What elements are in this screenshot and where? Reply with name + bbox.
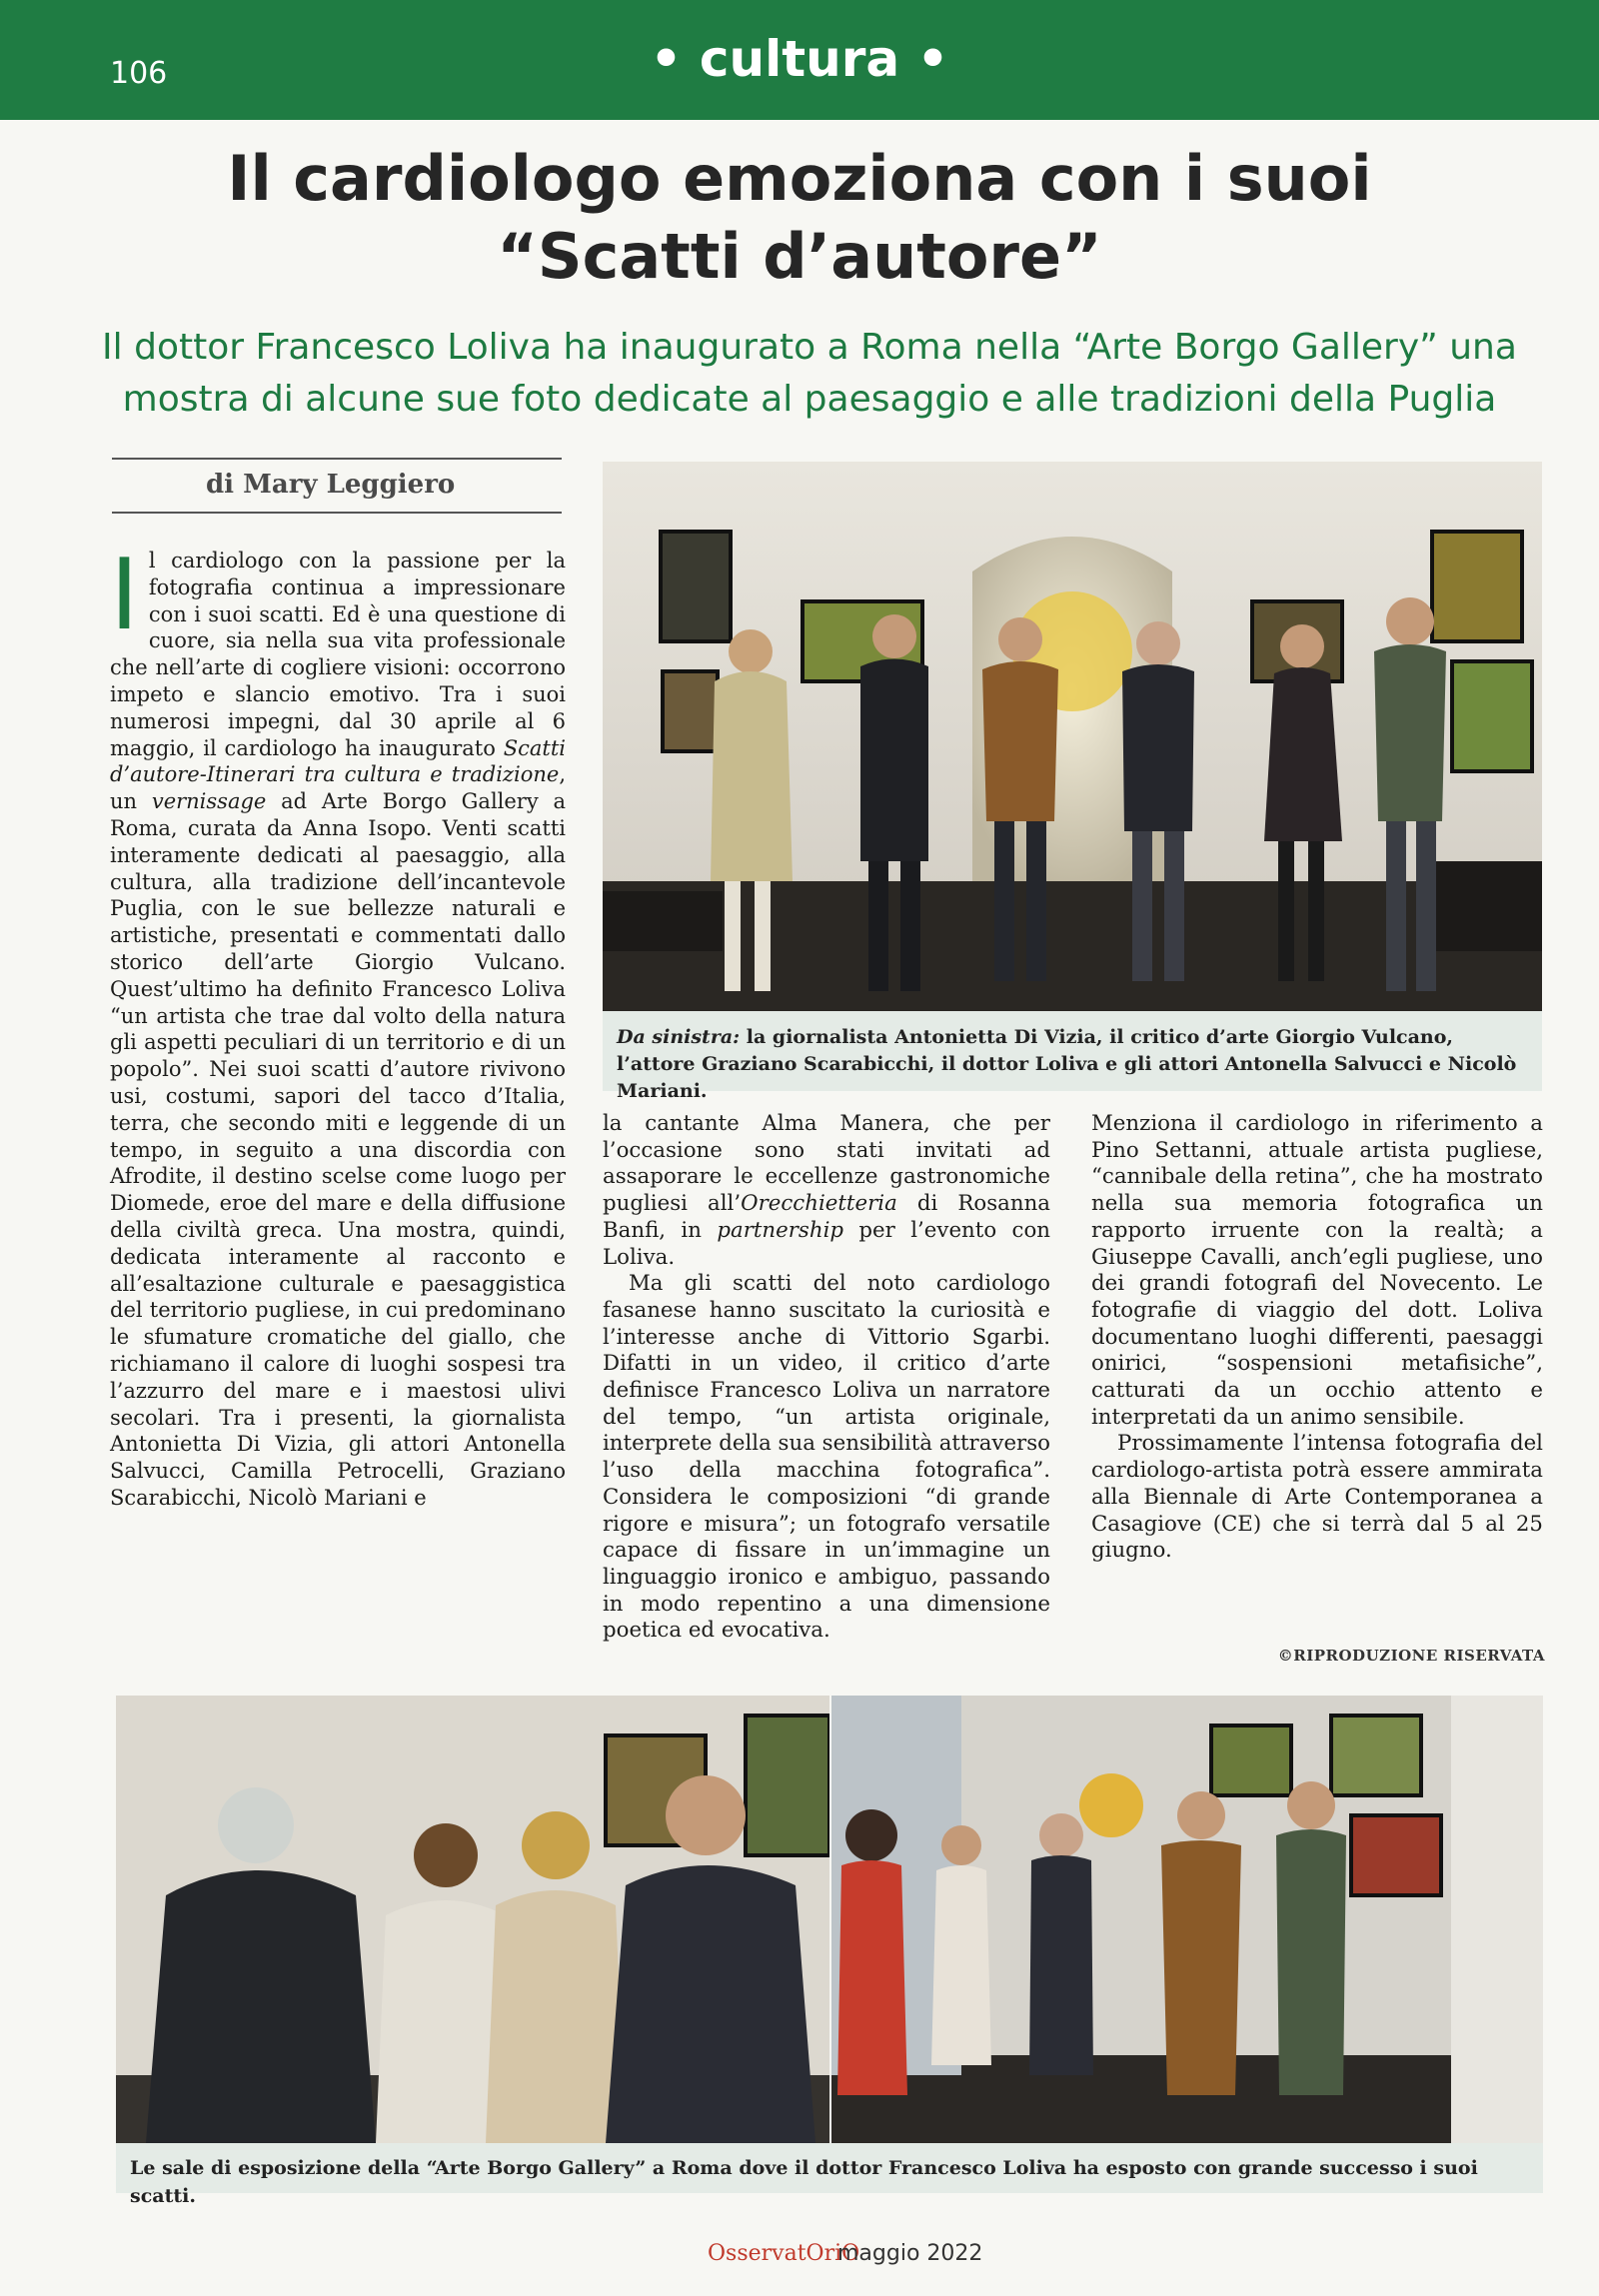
article-column-2: [603, 1111, 1050, 1645]
paragraph-1-end: ad Arte Borgo Gallery a Roma, curata da Anna Isopo. Venti scatti interamente dedicati al paesaggio, alla cultura, alla tradizione dell’incantevole Puglia, con le sue bellezze naturali e artistiche, presentati e commentati dallo storico dell’arte Giorgio Vulcano. Quest’ultimo ha definito Francesco Loliva “un artista che trae dal volto della natura gli aspetti peculiari di un territorio e di un popolo”. Nei suoi scatti d’autore rivivono usi, costumi, sapori del tacco d’Italia, terra, che secondo miti e leggende di un tempo, in seguito a una discordia con Afrodite, il destino scelse come luogo per Diomede, eroe del mare e della diffusione della civiltà greca. Una mostra, quindi, dedicata interamente al racconto e all’esaltazione culturale e paesaggistica del territorio pugliese, in cui predominano le sfumature cromatiche del giallo, che richiamano il calore di luoghi sospesi tra l’azzurro del mare e i maestosi ulivi secolari. Tra i presenti, la giornalista Antonietta Di Vizia, gli attori Antonella Salvucci, Camilla Petrocelli, Graziano Scarabicchi, Nicolò Mariani e: [110, 789, 566, 1510]
article-column-1: [110, 539, 566, 1512]
gallery-photo-left-illustration: [116, 1696, 829, 2143]
bottom-photos-caption: Le sale di esposizione della “Arte Borgo Gallery” a Roma dove il dottor Francesco Loliva ha esposto con grande successo i suoi scatti.: [116, 2143, 1543, 2193]
gallery-photo-right-illustration: [831, 1696, 1543, 2143]
gallery-group-photo: [603, 462, 1542, 1011]
gallery-photo-left: [116, 1696, 829, 2143]
byline-box: [112, 458, 562, 514]
article-subheadline: [80, 322, 1539, 426]
vernissage-term: vernissage: [151, 789, 267, 814]
headline-line-1: Il cardiologo emoziona con i suoi: [227, 142, 1372, 215]
subhead-line-1: Il dottor Francesco Loliva ha inaugurato a Roma nella “Arte Borgo Gallery” una: [102, 327, 1517, 368]
article-headline: [150, 140, 1449, 296]
paragraph-2-end: per l’evento con Loliva.: [603, 1217, 1051, 1270]
copyright-notice: ©RIPRODUZIONE RISERVATA: [1277, 1647, 1545, 1665]
headline-line-2: “Scatti d’autore”: [497, 220, 1102, 293]
page-number: 106: [110, 56, 168, 91]
paragraph-1: [110, 539, 566, 1512]
paragraph-1-connector: , un: [110, 762, 566, 814]
section-header-bar: [0, 0, 1599, 120]
paragraph-2-text: la cantante Alma Manera, che per l’occasione sono stati invitati ad assaporare le eccellenze gastronomiche pugliesi all’: [603, 1111, 1050, 1217]
gallery-photo-right: [831, 1696, 1543, 2143]
orecchietteria-term: Orecchietteria: [741, 1191, 897, 1217]
issue-date: maggio 2022: [837, 2241, 983, 2266]
caption-text: la giornalista Antonietta Di Vizia, il critico d’arte Giorgio Vulcano, l’attore Graziano Scarabicchi, il dottor Loliva e gli attori Antonella Salvucci e Nicolò Mariani.: [617, 1026, 1517, 1102]
exhibition-title: Scatti d’autore-Itinerari tra cultura e tradizione: [110, 735, 566, 787]
paragraph-2: [603, 1111, 1050, 1271]
caption-lead: Da sinistra:: [617, 1026, 741, 1048]
gallery-group-photo-illustration: [603, 462, 1542, 1011]
subhead-line-2: mostra di alcune sue foto dedicate al paesaggio e alle tradizioni della Puglia: [122, 379, 1497, 420]
paragraph-2-mid: di Rosanna Banfi, in: [603, 1191, 1050, 1243]
main-photo-caption: [603, 1011, 1542, 1102]
section-title: • cultura •: [650, 30, 949, 88]
article-column-3: [1091, 1111, 1543, 1565]
paragraph-3: Ma gli scatti del noto cardiologo fasanese hanno suscitato la curiosità e l’interesse anche di Vittorio Sgarbi. Difatti in un video, il critico d’arte definisce Francesco Loliva un narratore del tempo, “un artista originale, interprete della sua sensibilità attraverso l’uso della macchina fotografica”. Considera le composizioni “di grande rigore e misura”; un fotografo versatile capace di fissare in un’immagine un linguaggio ironico e ambiguo, passando in modo repentino a una dimensione poetica ed evocativa.: [603, 1271, 1050, 1644]
paragraph-1-text: l cardiologo con la passione per la fotografia continua a impressionare con i suoi scatti. Ed è una questione di cuore, sia nella sua vita professionale che nell’arte di cogliere visioni: occorrono impeto e slancio emotivo. Tra i suoi numerosi impegni, dal 30 aprile al 6 maggio, il cardiologo ha inaugurato: [110, 549, 566, 760]
drop-cap: I: [110, 539, 139, 652]
magazine-logo: OsservatOriO: [708, 2241, 860, 2266]
paragraph-5: Prossimamente l’intensa fotografia del cardiologo-artista potrà essere ammirata alla Biennale di Arte Contemporanea a Casagiove (CE) che si terrà dal 5 al 25 giugno.: [1091, 1431, 1543, 1564]
byline: di Mary Leggiero: [206, 470, 456, 500]
partnership-term: partnership: [717, 1217, 844, 1243]
paragraph-4: Menziona il cardiologo in riferimento a Pino Settanni, attuale artista pugliese, “cannibale della retina”, che ha mostrato nella sua memoria fotografica un rapporto irruente con la realtà; a Giuseppe Cavalli, anch’egli pugliese, uno dei grandi fotografi del Novecento. Le fotografie di viaggio del dott. Loliva documentano luoghi differenti, paesaggi onirici, “sospensioni metafisiche”, catturati da un occhio attento e interpretati da un animo sensibile.: [1091, 1111, 1543, 1430]
